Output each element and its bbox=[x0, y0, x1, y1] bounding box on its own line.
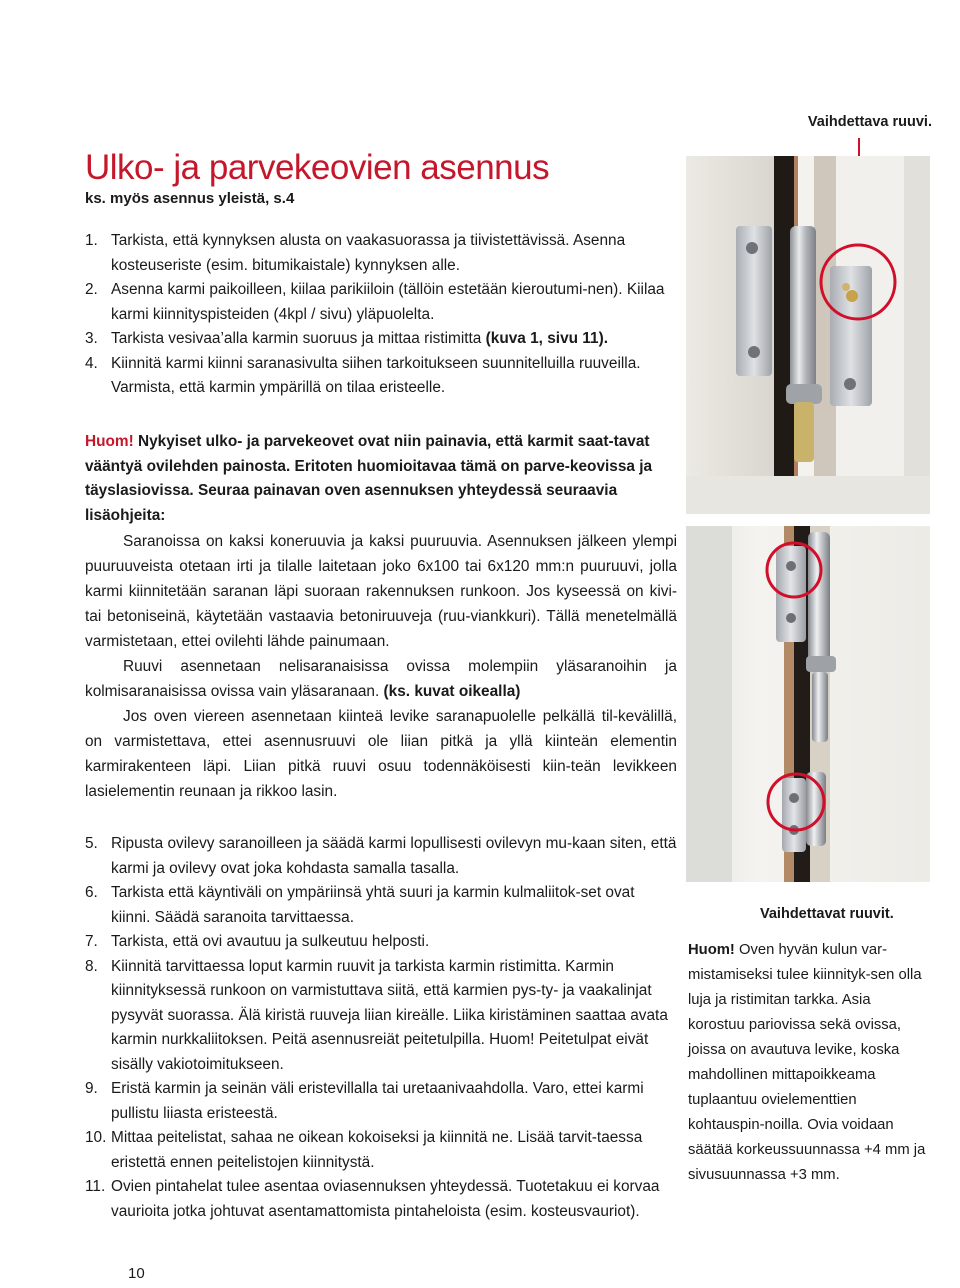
list-item: 8. Kiinnitä tarvittaessa loput karmin ruuvit ja tarkista karmin ristimitta. Karmin kiinnityksessä runkoon on varmistuttava siitä, että karmien pys-ty- ja vaakalinjat pysyvät suorassa. Älä kiristä ruuveja liian kireälle. Liika kiristäminen saattaa avata karmin nurkkaliitoksen. Peitä asennusreiät peitetulpilla. Huom! Peitetulpat eivät sisälly vakiotoimitukseen. bbox=[85, 957, 668, 1073]
hinge-photo-top bbox=[686, 156, 930, 514]
hinge-photo-bottom bbox=[686, 526, 930, 882]
hinge-photo-bottom-image bbox=[686, 526, 930, 882]
photo-caption-bottom: Vaihdettavat ruuvit. bbox=[760, 906, 894, 922]
paragraph: Ruuvi asennetaan nelisaranaisissa ovissa molempiin yläsaranoihin ja kolmisaranaisissa ovissa vain yläsaranaan. (ks. kuvat oikealla) bbox=[85, 658, 677, 700]
steps-list-b bbox=[85, 832, 677, 1224]
list-item: 5. Ripusta ovilevy saranoilleen ja säädä karmi lopullisesti ovilevyn mu-kaan siten, että karmi ja ovilevy ovat joka kohdasta samalla tasalla. bbox=[85, 835, 677, 877]
figure-reference: (kuva 1, sivu 11). bbox=[485, 330, 608, 347]
list-item: 7. Tarkista, että ovi avautuu ja sulkeutuu helposti. bbox=[85, 933, 430, 950]
photo-caption-top: Vaihdettava ruuvi. bbox=[807, 114, 932, 130]
list-item: 2. Asenna karmi paikoilleen, kiilaa parikiiloin (tällöin estetään kieroutumi-nen). Kiilaa karmi kiinnityspisteiden (4kpl / sivu) yläpuolelta. bbox=[85, 281, 665, 323]
page-number: 10 bbox=[128, 1265, 145, 1282]
page-title: Ulko- ja parvekeovien asennus bbox=[85, 148, 550, 187]
side-note: Huom! Oven hyvän kulun var-mistamiseksi tulee kiinnityk-sen olla luja ja ristimitan tarkka. Asia korostuu pariovissa sekä ovissa, joissa on avautuva levike, koska mahdollinen mittapoikkeama tuplaantuu ovielementtien kohtauspin-noilla. Ovia voidaan säätää korkeussuunnassa +4 mm ja sivusuunnassa +3 mm. bbox=[688, 942, 926, 1183]
paragraph: Jos oven viereen asennetaan kiinteä levike saranapuolelle pelkällä til-kevälillä, on varmistettava, ettei asennusruuvi ole liian pitkä ja yllä kiinteän elementin karmirakenteen läpi. Liian pitkä ruuvi osuu todennäköisesti kiin-teän levikkeen lasielementin reunaan ja rikkoo lasin. bbox=[85, 708, 677, 800]
side-note-lead: Huom! bbox=[688, 942, 735, 958]
note-lead: Huom! bbox=[85, 433, 134, 450]
steps-list-a bbox=[85, 229, 677, 401]
list-item: 10. Mittaa peitelistat, sahaa ne oikean kokoiseksi ja kiinnitä ne. Lisää tarvit-taessa eristettä ennen peitelistojen kiinnitystä. bbox=[85, 1129, 643, 1171]
list-item: 1. Tarkista, että kynnyksen alusta on vaakasuorassa ja tiivistettävissä. Asenna kosteuseriste (esim. bitumikaistale) kynnyksen alle. bbox=[85, 232, 626, 274]
paragraph: Saranoissa on kaksi koneruuvia ja kaksi puuruuvia. Asennuksen jälkeen ylempi puuruuveista otetaan irti ja tilalle laitetaan joko 6x100 tai 6x120 mm:n puuruuvi, jolla karmi kiinnitetään saranan läpi suoraan rakennuksen runkoon. Jos kyseessä on kivi- tai betoniseinä, käytetään vastaavia betoniruuveja (ruu-viankkuri). Tällä menetelmällä varmistetaan, ettei ovilehti lähde painumaan. bbox=[85, 533, 677, 650]
list-item: 9. Eristä karmin ja seinän väli eristevillalla tai uretaanivaahdolla. Varo, ettei karmi pullistu liiasta eristeestä. bbox=[85, 1080, 644, 1122]
page-subtitle: ks. myös asennus yleistä, s.4 bbox=[85, 190, 295, 207]
list-item: 11. Ovien pintahelat tulee asentaa oviasennuksen yhteydessä. Tuotetakuu ei korvaa vaurioita jotka johtuvat asentamattomista pintaheloista (esim. kosteusvauriot). bbox=[85, 1178, 660, 1220]
list-item: 4. Kiinnitä karmi kiinni saranasivulta siihen tarkoitukseen suunnitelluilla ruuveilla. Varmista, että karmin ympärillä on tilaa eristeelle. bbox=[85, 354, 641, 396]
list-item: 6. Tarkista että käyntiväli on ympäriinsä yhtä suuri ja karmin kulmaliitok-set ovat kiinni. Säädä saranoita tarvittaessa. bbox=[85, 884, 635, 926]
hinge-photo-top-image bbox=[686, 156, 930, 514]
list-item: 3. Tarkista vesivaa’alla karmin suoruus ja mittaa ristimitta (kuva 1, sivu 11). bbox=[85, 330, 608, 347]
warning-note: Huom! Nykyiset ulko- ja parvekeovet ovat niin painavia, että karmit saat-tavat vääntyä ovilehden painosta. Eritoten huomioitavaa tämä on parve-keovissa ja täyslasiovissa. Seuraa painavan oven asennuksen yhteydessä seuraavia lisäohjeita: bbox=[85, 433, 653, 524]
body-text bbox=[85, 529, 677, 804]
